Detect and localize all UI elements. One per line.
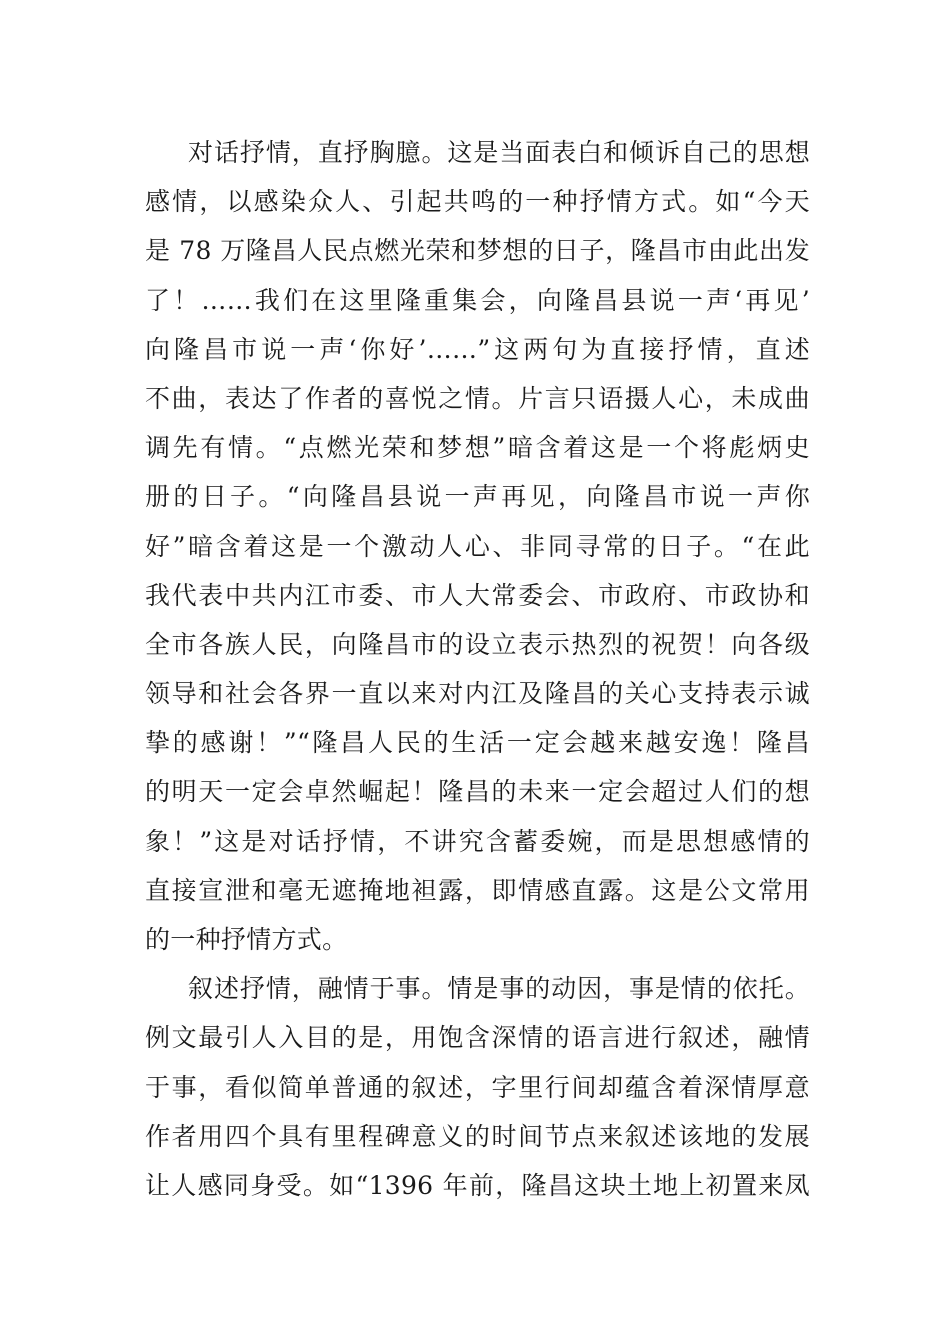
paragraph-line: 全市各族人民，向隆昌市的设立表示热烈的祝贺！向各级 <box>145 629 810 659</box>
paragraph-line: 让人感同身受。如“1396 年前，隆昌这块土地上初置来凤 <box>145 1170 810 1200</box>
paragraph-line: 册的日子。“向隆昌县说一声再见，向隆昌市说一声你 <box>145 482 810 512</box>
paragraph-line: 我代表中共内江市委、市人大常委会、市政府、市政协和 <box>145 580 810 610</box>
paragraph-line: 于事，看似简单普通的叙述，字里行间却蕴含着深情厚意 <box>145 1072 810 1102</box>
paragraph-line: 好”暗含着这是一个激动人心、非同寻常的日子。“在此 <box>145 531 810 561</box>
paragraph-line: 不曲，表达了作者的喜悦之情。片言只语摄人心，未成曲 <box>145 383 810 413</box>
paragraph-line: 的一种抒情方式。 <box>145 925 348 954</box>
paragraph-line: 调先有情。“点燃光荣和梦想”暗含着这是一个将彪炳史 <box>145 433 810 463</box>
paragraph-line: 的明天一定会卓然崛起！隆昌的未来一定会超过人们的想 <box>145 777 810 807</box>
paragraph-line: 是 78 万隆昌人民点燃光荣和梦想的日子，隆昌市由此出发 <box>145 236 810 266</box>
paragraph-line: 挚的感谢！”“隆昌人民的生活一定会越来越安逸！隆昌 <box>145 728 810 758</box>
paragraph-line: 向隆昌市说一声‘你好’……”这两句为直接抒情，直述 <box>145 334 810 364</box>
paragraph-line: 例文最引人入目的是，用饱含深情的语言进行叙述，融情 <box>145 1023 810 1053</box>
document-body <box>145 128 810 1210</box>
paragraph-line: 感情，以感染众人、引起共鸣的一种抒情方式。如“今天 <box>145 187 810 217</box>
paragraph-line: 对话抒情，直抒胸臆。这是当面表白和倾诉自己的思想 <box>188 138 810 167</box>
paragraph-line: 了！……我们在这里隆重集会，向隆昌县说一声‘再见’ <box>145 285 810 315</box>
paragraph-line: 作者用四个具有里程碑意义的时间节点来叙述该地的发展 <box>145 1121 810 1151</box>
paragraph-line: 直接宣泄和毫无遮掩地袒露，即情感直露。这是公文常用 <box>145 875 810 905</box>
paragraph-line: 叙述抒情，融情于事。情是事的动因，事是情的依托。 <box>188 974 810 1004</box>
paragraph-line: 领导和社会各界一直以来对内江及隆昌的关心支持表示诚 <box>145 679 810 709</box>
paragraph-line: 象！”这是对话抒情，不讲究含蓄委婉，而是思想感情的 <box>145 826 810 856</box>
paragraph-dialogue-lyricism <box>145 128 810 964</box>
paragraph-narrative-lyricism <box>145 964 810 1210</box>
